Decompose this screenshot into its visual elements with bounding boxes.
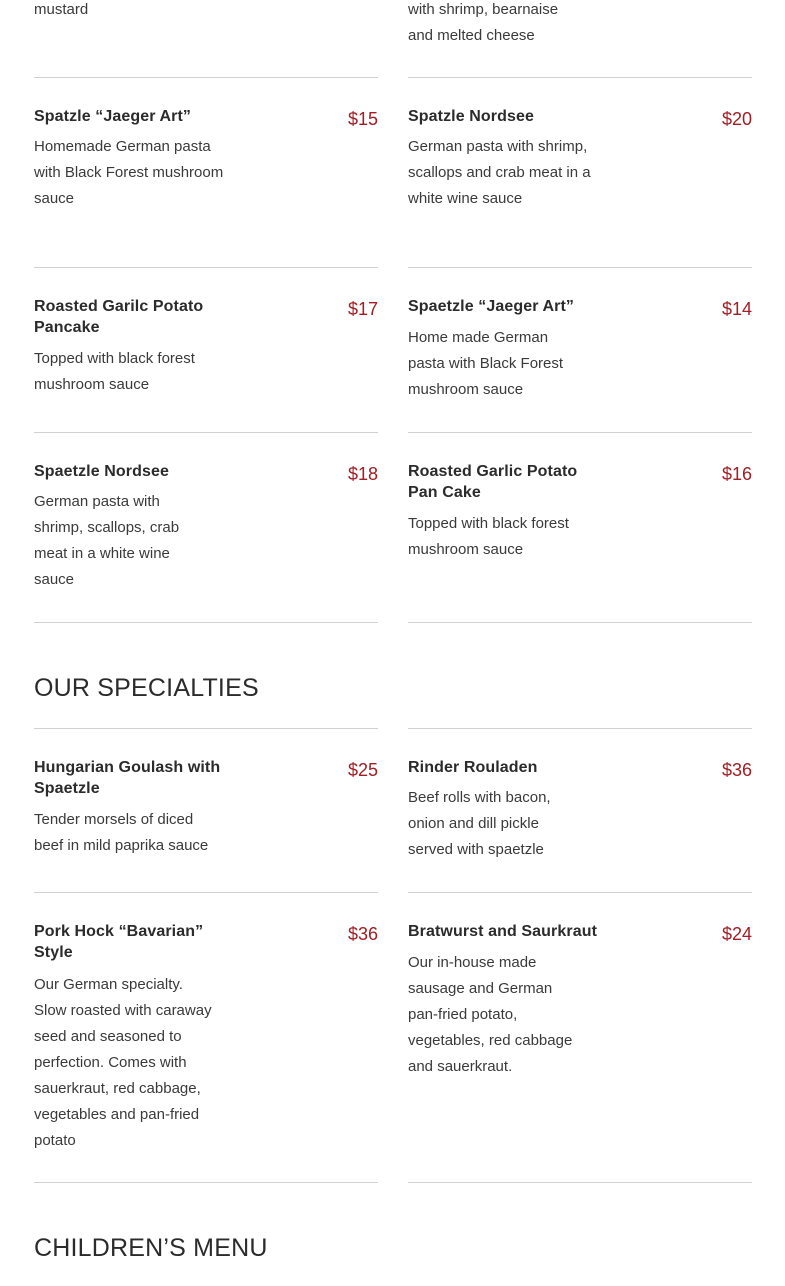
menu-item-description: Beef rolls with bacon, onion and dill pickle served with spaetzle [408,789,551,858]
divider [408,267,752,268]
menu-item-price: $36 [347,924,378,944]
menu-item-description: Tender morsels of diced beef in mild paprika sauce [34,811,209,854]
menu-item-price: $36 [721,760,752,780]
menu-item-name: Spaetzle “Jaeger Art” [408,298,575,315]
section-title-children: CHILDREN’S MENU [34,1234,268,1262]
menu-item-name: Pork Hock “Bavarian” Style [34,923,204,961]
previous-item-desc-fragment: mustard [34,1,89,18]
menu-item-description: Homemade German pasta with Black Forest mushroom sauce [34,138,224,207]
menu-item-price: $16 [721,464,752,484]
divider [34,267,378,268]
menu-item-description: Topped with black forest mushroom sauce [34,350,195,393]
menu-item-name: Spatzle Nordsee [408,108,534,125]
menu-item-name: Hungarian Goulash with Spaetzle [34,759,221,797]
menu-item-description: Our in-house made sausage and German pan-fried potato, vegetables, red cabbage and sauerkraut. [408,954,573,1075]
previous-item-desc-fragment: and melted cheese [408,27,535,44]
menu-item-price: $15 [347,109,378,129]
divider [408,432,752,433]
menu-item-name: Rinder Rouladen [408,759,538,776]
divider [408,728,752,729]
divider [34,432,378,433]
menu-item-name: Roasted Garilc Potato Pancake [34,298,204,336]
menu-item-name: Spaetzle Nordsee [34,463,169,480]
divider [34,622,378,623]
menu-item-description: German pasta with shrimp, scallops and crab meat in a white wine sauce [408,138,591,207]
menu-item-price: $20 [721,109,752,129]
divider [34,1182,378,1183]
menu-item-price: $14 [721,299,752,319]
menu-item-description: Topped with black forest mushroom sauce [408,515,569,558]
menu-item-name: Bratwurst and Saurkraut [408,923,598,940]
menu-item-price: $17 [347,299,378,319]
menu-item-price: $18 [347,464,378,484]
menu-item-description: Home made German pasta with Black Forest mushroom sauce [408,329,564,398]
divider [34,77,378,78]
previous-item-desc-fragment: with shrimp, bearnaise [408,1,559,18]
menu-item-description: Our German specialty. Slow roasted with caraway seed and seasoned to perfection. Comes with sauerkraut, red cabbage, vegetables and pan-fried potato [34,976,212,1149]
divider [408,77,752,78]
menu-item-description: German pasta with shrimp, scallops, crab meat in a white wine sauce [34,493,180,588]
section-title-specialties: OUR SPECIALTIES [34,674,259,702]
menu-item-name: Roasted Garlic Potato Pan Cake [408,463,578,501]
divider [408,892,752,893]
divider [408,622,752,623]
menu-item-price: $24 [721,924,752,944]
divider [34,728,378,729]
menu-item-price: $25 [347,760,378,780]
divider [408,1182,752,1183]
divider [34,892,378,893]
menu-item-name: Spatzle “Jaeger Art” [34,108,192,125]
